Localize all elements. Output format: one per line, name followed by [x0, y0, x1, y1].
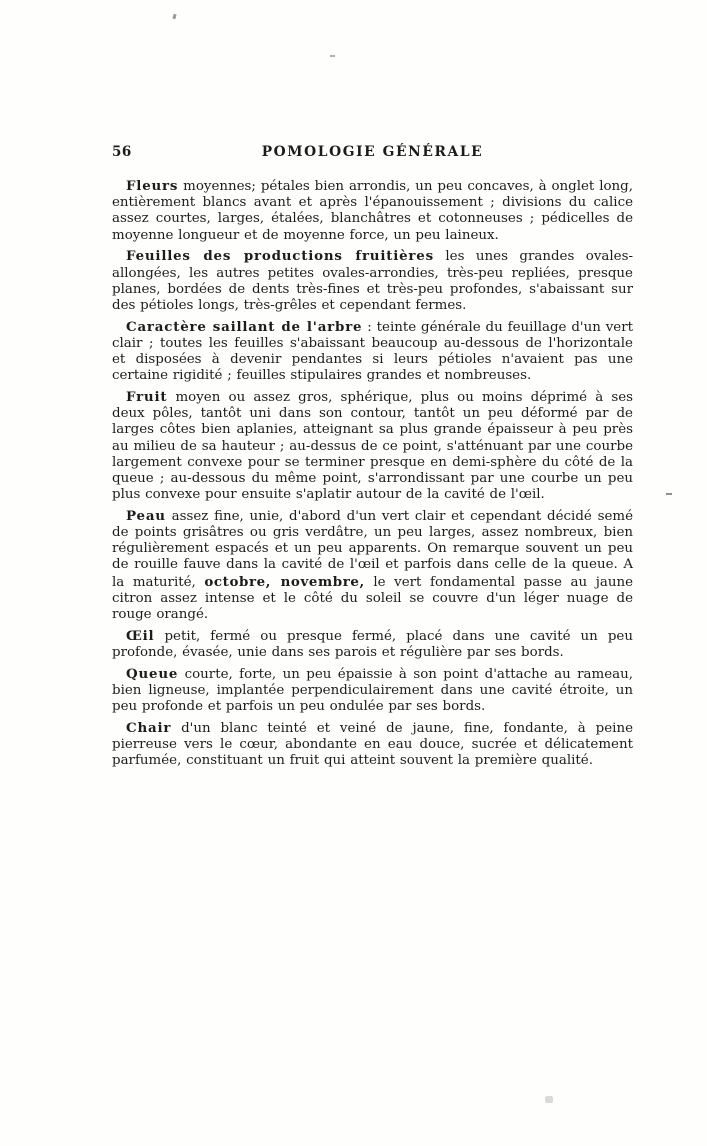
scan-speck-icon [330, 55, 335, 57]
paragraph-text: les unes grandes ovales-allongées, les autres petites ovales-arrondies, très-peu repliées, presque planes, bordées de dents très-fines et très-peu profondes, s'abaissant sur des pétioles longs, très-grêles et cependant fermes. [112, 249, 633, 313]
paragraph-text: moyennes; pétales bien arrondis, un peu concaves, à onglet long, entièrement blancs avant et après l'épanouissement ; divisions du calice assez courtes, larges, étalées, blanchâtres et cotonneuses ; pédicelles de moyenne longueur et de moyenne force, un peu laineux. [112, 179, 633, 243]
paragraph-lead: Feuilles des productions fruitières [126, 248, 434, 265]
paragraph-text: d'un blanc teinté et veiné de jaune, fine, fondante, à peine pierreuse vers le cœur, abondante en eau douce, sucrée et délicatement parfumée, constituant un fruit qui atteint souvent la première qualité. [112, 720, 633, 769]
inline-bold-text: octobre, novembre, [204, 573, 365, 590]
paragraph-text: courte, forte, un peu épaissie à son point d'attache au rameau, bien ligneuse, implantée perpendiculairement dans une cavité étroite, un peu profonde et parfois un peu ondulée par ses bords. [112, 666, 633, 715]
running-head [112, 144, 633, 162]
paragraph [112, 508, 633, 623]
paragraph-lead: Fruit [126, 388, 168, 405]
paragraph-text: petit, fermé ou presque fermé, placé dans une cavité un peu profonde, évasée, unie dans ses parois et régulière par ses bords. [112, 628, 633, 660]
paragraph [112, 666, 633, 716]
paragraph-lead: Peau [126, 507, 166, 524]
paragraph-lead: Chair [126, 719, 172, 736]
scan-speck-icon [666, 493, 672, 495]
paragraph-text: assez fine, unie, d'abord d'un vert clair et cependant décidé semé de points grisâtres ou gris verdâtre, un peu larges, assez nombreux, bien régulièrement espacés et un peu apparents. On remarque souvent un peu de rouille fauve dans la cavité de l'œil et parfois dans celle de la queue. A la maturité, [112, 508, 633, 590]
page-number: 56 [112, 144, 132, 160]
paragraph [112, 720, 633, 770]
page-body [112, 178, 633, 774]
running-title: POMOLOGIE GÉNÉRALE [261, 144, 484, 160]
paragraph [112, 178, 633, 244]
paragraph [112, 628, 633, 661]
paragraph-text: moyen ou assez gros, sphérique, plus ou moins déprimé à ses deux pôles, tantôt uni dans son contour, tantôt un peu déformé par de larges côtes bien aplanies, atteignant sa plus grande épaisseur à peu près au milieu de sa hauteur ; au-dessus de ce point, s'atténuant par une courbe largement convexe pour se terminer presque en demi-sphère du côté de la queue ; au-dessous du même point, s'arrondissant par une courbe un peu plus convexe pour ensuite s'aplatir autour de la cavité de l'œil. [112, 389, 633, 503]
paragraph-lead: Caractère saillant de l'arbre [126, 318, 363, 335]
paragraph-lead: Queue [126, 665, 179, 682]
paragraph-lead: Fleurs [126, 178, 179, 194]
paragraph-text: le vert fondamental passe au jaune citron assez intense et le côté du soleil se couvre d'un léger nuage de rouge orangé. [112, 574, 634, 623]
paragraph [112, 319, 633, 385]
paragraph-lead: Œil [126, 627, 155, 644]
paragraph [112, 389, 633, 503]
scan-speck-icon [172, 14, 176, 20]
paragraph-text: : teinte générale du feuillage d'un vert clair ; toutes les feuilles s'abaissant beaucoup au-dessous de l'horizontale et disposées à devenir pendantes si leurs pétioles n'avaient pas une certaine rigidité ; feuilles stipulaires grandes et nombreuses. [112, 319, 634, 384]
scan-speck-icon [545, 1096, 553, 1103]
paragraph [112, 248, 633, 314]
